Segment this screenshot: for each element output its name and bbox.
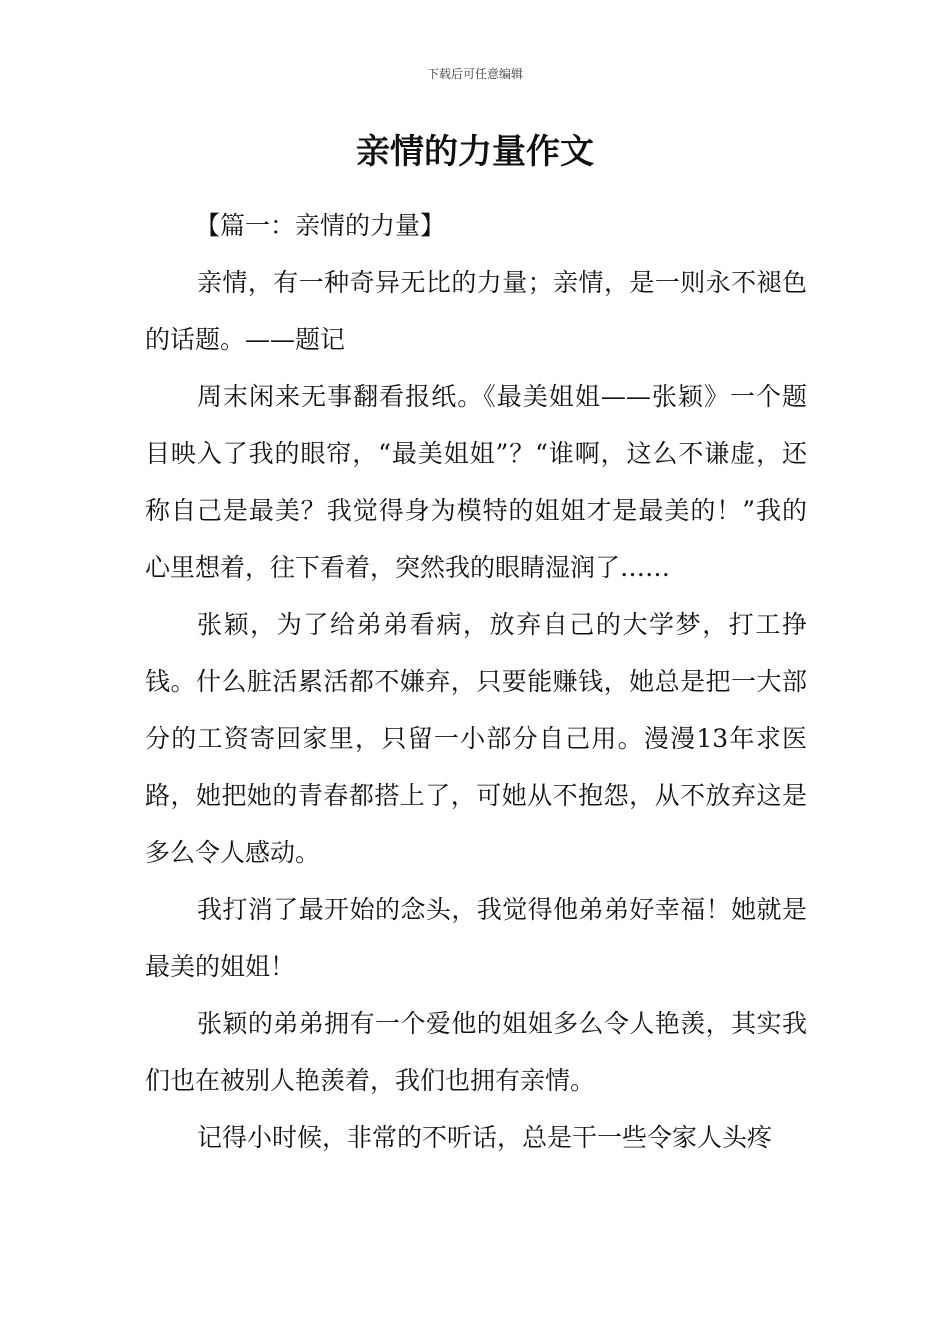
paragraph-3: 张颖，为了给弟弟看病，放弃自己的大学梦，打工挣钱。什么脏活累活都不嫌弃，只要能赚钱，她总是把一大部分的工资寄回家里，只留一小部分自己用。漫漫13年求医路，她把她的青春都搭上了，可她从不抱怨，从不放弃这是多么令人感动。 (145, 610, 807, 867)
paragraph-5: 张颖的弟弟拥有一个爱他的姐姐多么令人艳羡，其实我们也在被别人艳羡着，我们也拥有亲情。 (145, 1009, 807, 1095)
paragraph-2: 周末闲来无事翻看报纸。《最美姐姐——张颖》一个题目映入了我的眼帘，“最美姐姐”？“谁啊，这么不谦虚，还称自己是最美？我觉得身为模特的姐姐才是最美的！”我的心里想着，往下看着，突然我的眼睛湿润了…… (145, 382, 807, 582)
header-note: 下载后可任意编辑 (426, 67, 523, 81)
paragraph-6: 记得小时候，非常的不听话，总是干一些令家人头疼 (197, 1123, 773, 1152)
section-heading: 【篇一：亲情的力量】 (195, 211, 446, 240)
page-title: 亲情的力量作文 (356, 132, 594, 172)
paragraph-4: 我打消了最开始的念头，我觉得他弟弟好幸福！她就是最美的姐姐！ (145, 895, 807, 981)
paragraph-1: 亲情，有一种奇异无比的力量；亲情，是一则永不褪色的话题。——题记 (145, 268, 807, 354)
article-body (145, 197, 807, 1166)
